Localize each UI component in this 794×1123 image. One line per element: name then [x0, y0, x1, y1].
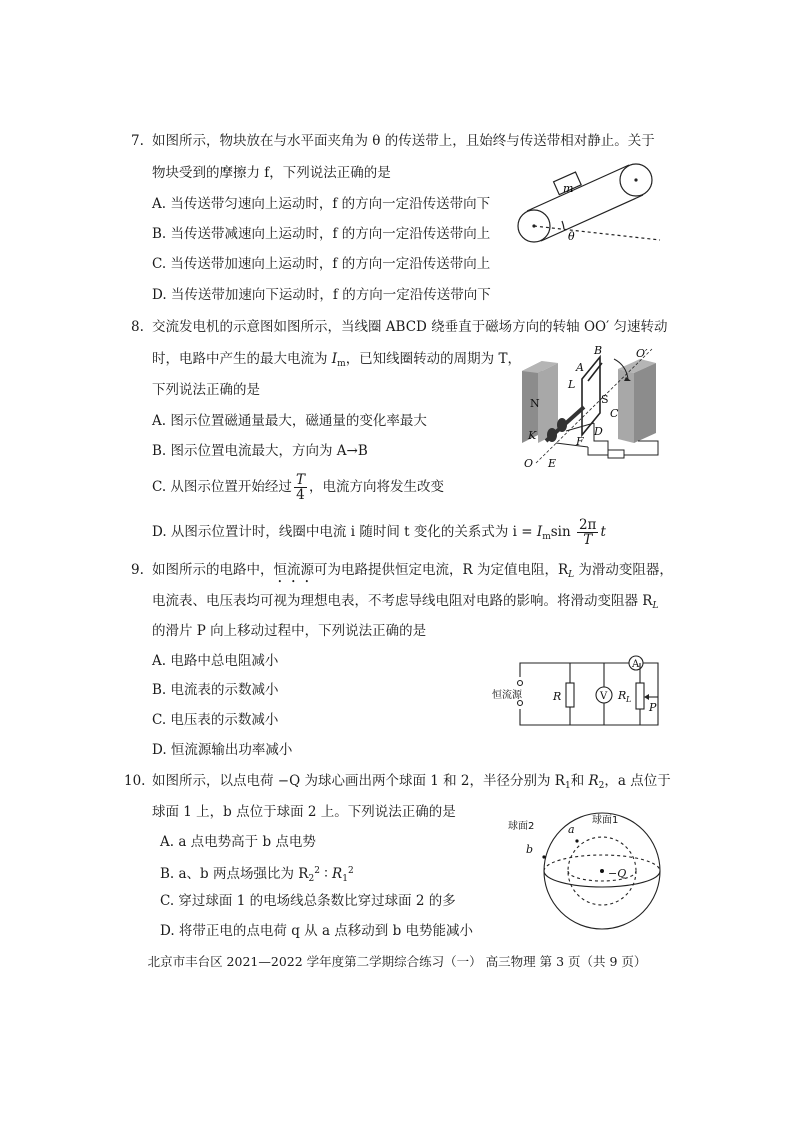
- point-a-label: a: [568, 823, 575, 836]
- magnet-label-s: S: [601, 393, 609, 406]
- q9-option-c: C. 电压表的示数减小: [152, 712, 279, 728]
- source-label: 恒流源: [492, 690, 522, 701]
- coil-label-d: D: [594, 425, 603, 438]
- q9-option-a: A. 电路中总电阻减小: [152, 653, 279, 669]
- point-b-label: b: [526, 843, 534, 856]
- q8-number: 8.: [131, 319, 144, 335]
- q8-stem-line2: 时，电路中产生的最大电流为 $I_m$，已知线圈转动的周期为 T，: [152, 351, 521, 369]
- q8-option-c: C. 从图示位置开始经过 $\frac{T}{4}$ ，电流方向将发生改变: [152, 472, 444, 503]
- voltmeter-label: V: [600, 691, 608, 702]
- q9-stem-line1: 如图所示的电路中，恒流源可为电路提供恒定电流，R 为定值电阻，$R_L$ 为滑动变阻器，: [152, 562, 673, 580]
- charge-q-label: −Q: [608, 867, 627, 880]
- q9-option-b: B. 电流表的示数减小: [152, 682, 279, 698]
- q8-option-d: D. 从图示位置计时，线圈中电流 i 随时间 t 变化的关系式为 $i = I_m\sin$ $\frac{2\pi}{T}$ t: [152, 517, 606, 548]
- q8-option-b: B. 图示位置电流最大，方向为 A→B: [152, 443, 368, 459]
- coil-label-c: C: [610, 407, 619, 420]
- conveyor-belt-figure: [512, 160, 662, 248]
- ring-label-l: L: [568, 378, 576, 391]
- q7-option-c: C. 当传送带加速向上运动时，f 的方向一定沿传送带向上: [152, 256, 491, 272]
- ammeter-label: A: [632, 659, 640, 670]
- brush-label-f: F: [576, 435, 584, 448]
- slider-p-label: P: [649, 701, 657, 714]
- constant-current-source-emphasis: 恒流源: [273, 562, 314, 578]
- q9-stem-line2: 电流表、电压表均可视为理想电表，不考虑导线电阻对电路的影响。将滑动变阻器 $R_L$: [152, 593, 659, 611]
- q7-option-a: A. 当传送带匀速向上运动时，f 的方向一定沿传送带向下: [152, 196, 491, 212]
- page-footer: 北京市丰台区 2021—2022 学年度第二学期综合练习（一） 高三物理 第 3 页（共 9 页）: [147, 954, 647, 969]
- fraction-t-over-4: $\frac{T}{4}$: [295, 472, 305, 503]
- q10-option-b: B. a、b 两点场强比为 $R_2^2$ ∶ $R_1^2$: [160, 866, 354, 884]
- q10-number: 10.: [124, 773, 146, 789]
- q7-number: 7.: [131, 133, 144, 149]
- sphere1-label: 球面1: [592, 815, 619, 826]
- brush-label-k: K: [528, 429, 537, 442]
- sphere2-label: 球面2: [508, 821, 535, 832]
- fraction-2pi-over-t: $\frac{2\pi}{T}$: [578, 517, 597, 548]
- circuit-figure: [492, 647, 664, 737]
- ac-generator-figure: [518, 343, 666, 471]
- q7-option-b: B. 当传送带减速向上运动时，f 的方向一定沿传送带向上: [152, 226, 491, 242]
- angle-theta-label: θ: [568, 230, 575, 243]
- brush-label-e: E: [548, 457, 557, 470]
- q10-option-a: A. a 点电势高于 b 点电势: [160, 834, 316, 850]
- q8-option-a: A. 图示位置磁通量最大，磁通量的变化率最大: [152, 413, 427, 429]
- axis-label-o-prime: O′: [636, 347, 648, 360]
- magnet-label-n: N: [530, 397, 540, 410]
- q9-option-d: D. 恒流源输出功率减小: [152, 742, 293, 758]
- rheostat-sub-label: L: [626, 695, 632, 704]
- q10-option-c: C. 穿过球面 1 的电场线总条数比穿过球面 2 的多: [160, 893, 456, 909]
- q10-stem-line1: 如图所示，以点电荷 −Q 为球心画出两个球面 1 和 2，半径分别为 $R_1$和 $R_2$，a 点位于: [152, 773, 671, 791]
- axis-label-o: O: [524, 457, 534, 470]
- block-mass-label: m: [563, 182, 574, 195]
- coil-label-a: A: [576, 361, 584, 374]
- resistor-r-label: R: [553, 690, 562, 703]
- q7-stem-line2: 物块受到的摩擦力 f，下列说法正确的是: [152, 165, 391, 181]
- spheres-figure: [506, 805, 666, 931]
- q8-stem-line1: 交流发电机的示意图如图所示，当线圈 ABCD 绕垂直于磁场方向的转轴 OO′ 匀速转动: [152, 319, 668, 335]
- q9-stem-line3: 的滑片 P 向上移动过程中，下列说法正确的是: [152, 623, 427, 639]
- q9-number: 9.: [131, 562, 144, 578]
- rheostat-label: R: [618, 689, 627, 702]
- coil-label-b: B: [594, 344, 603, 357]
- q8-stem-line3: 下列说法正确的是: [152, 382, 260, 398]
- q10-option-d: D. 将带正电的点电荷 q 从 a 点移动到 b 电势能减小: [160, 923, 474, 939]
- q10-stem-line2: 球面 1 上，b 点位于球面 2 上。下列说法正确的是: [152, 804, 456, 820]
- q7-option-d: D. 当传送带加速向下运动时，f 的方向一定沿传送带向下: [152, 287, 491, 303]
- q7-stem-line1: 如图所示，物块放在与水平面夹角为 θ 的传送带上，且始终与传送带相对静止。关于: [152, 133, 655, 149]
